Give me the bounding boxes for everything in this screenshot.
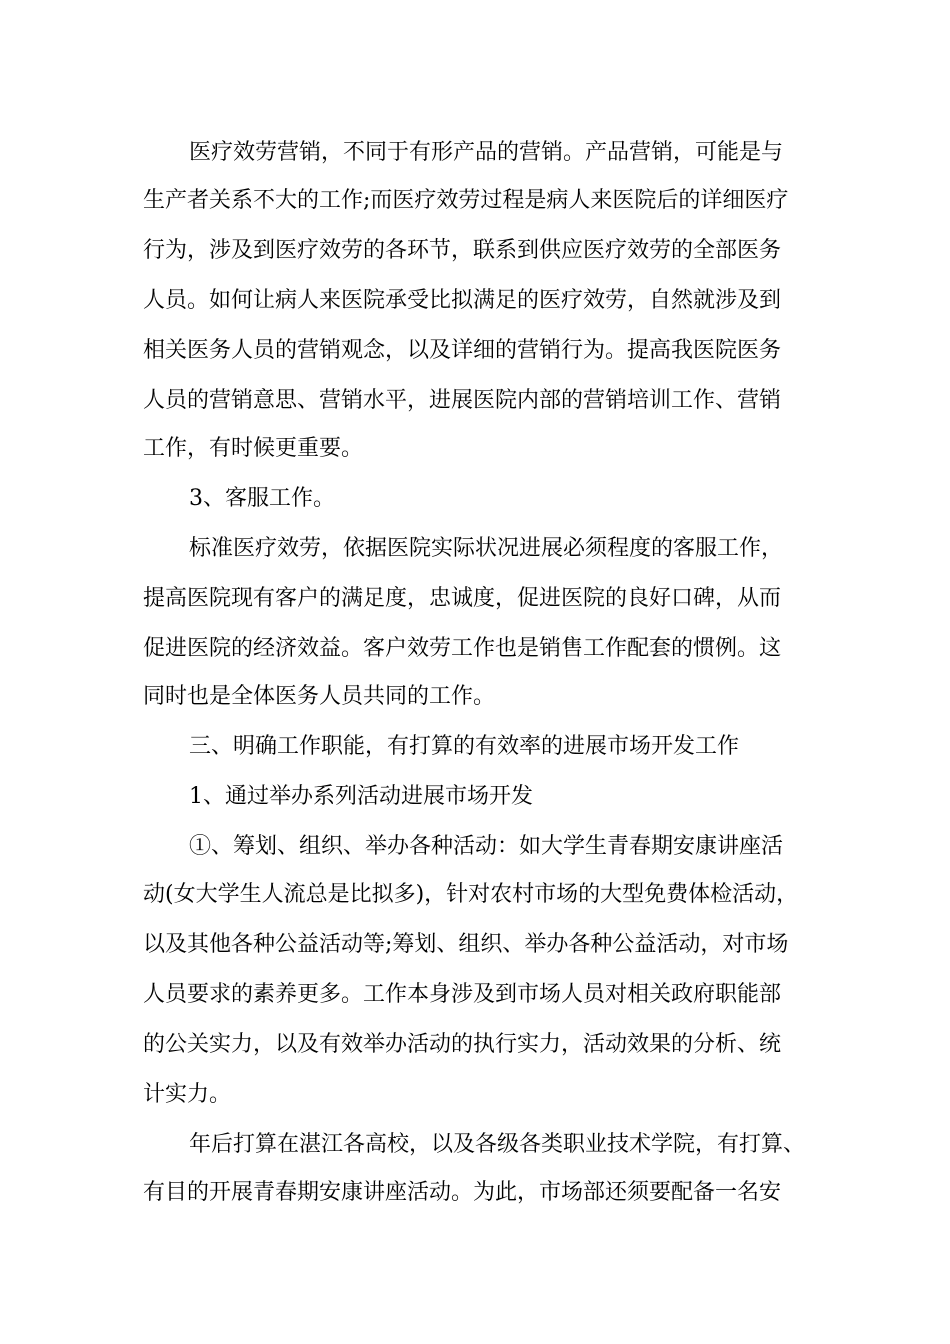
text-line: 医疗效劳营销，不同于有形产品的营销。产品营销，可能是与 <box>189 140 784 165</box>
section-heading: 三、明确工作职能，有打算的有效率的进展市场开发工作 <box>189 734 740 759</box>
text-line: 的公关实力，以及有效举办活动的执行实力，活动效果的分析、统 <box>143 1032 782 1057</box>
text-line: 年后打算在湛江各高校，以及各级各类职业技术学院，有打算、 <box>189 1132 806 1157</box>
text-line: 人员。如何让病人来医院承受比拟满足的医疗效劳，自然就涉及到 <box>143 288 782 313</box>
text-line: 同时也是全体医务人员共同的工作。 <box>143 684 496 709</box>
text-line: 提高医院现有客户的满足度，忠诚度，促进医院的良好口碑，从而 <box>143 586 782 611</box>
text-line: 有目的开展青春期安康讲座活动。为此，市场部还须要配备一名安 <box>143 1180 782 1205</box>
text-line: ①、筹划、组织、举办各种活动：如大学生青春期安康讲座活 <box>189 834 784 859</box>
text-line: 相关医务人员的营销观念，以及详细的营销行为。提高我医院医务 <box>143 338 782 363</box>
text-line: 计实力。 <box>143 1082 232 1107</box>
text-line: 以及其他各种公益活动等;筹划、组织、举办各种公益活动，对市场 <box>143 932 789 957</box>
text-line: 行为，涉及到医疗效劳的各环节，联系到供应医疗效劳的全部医务 <box>143 238 782 263</box>
text-line: 标准医疗效劳，依据医院实际状况进展必须程度的客服工作， <box>189 536 784 561</box>
text-line: 工作，有时候更重要。 <box>143 436 364 461</box>
subsection-heading: 1、通过举办系列活动进展市场开发 <box>189 784 533 809</box>
section-heading: 3、客服工作。 <box>189 486 335 511</box>
text-line: 生产者关系不大的工作;而医疗效劳过程是病人来医院后的详细医疗 <box>143 188 789 213</box>
text-line: 人员要求的素养更多。工作本身涉及到市场人员对相关政府职能部 <box>143 982 782 1007</box>
text-line: 动(女大学生人流总是比拟多)，针对农村市场的大型免费体检活动， <box>143 882 799 907</box>
text-line: 促进医院的经济效益。客户效劳工作也是销售工作配套的惯例。这 <box>143 636 782 661</box>
text-line: 人员的营销意思、营销水平，进展医院内部的营销培训工作、营销 <box>143 388 782 413</box>
